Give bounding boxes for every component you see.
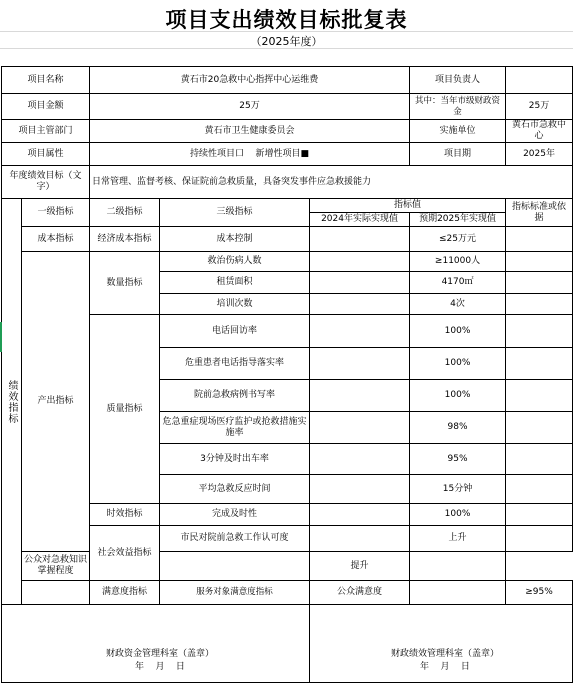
social-value: 上升 xyxy=(410,526,506,552)
satisfaction-value: ≥95% xyxy=(506,581,573,605)
header-level3: 三级指标 xyxy=(160,199,310,227)
project-name-value: 黄石市20急救中心指挥中心运维费 xyxy=(90,67,410,94)
sign-left-name: 财政资金管理科室（盖章） xyxy=(105,649,214,659)
row-project-name xyxy=(2,67,573,94)
cost-value: ≤25万元 xyxy=(410,227,506,252)
period-label: 项目期 xyxy=(410,143,506,166)
sign-left-date: 年 月 日 xyxy=(135,662,185,672)
quantity-value: 4次 xyxy=(410,294,506,315)
row-dept xyxy=(2,120,573,143)
quality-value: 100% xyxy=(410,380,506,412)
quantity-name: 租赁面积 xyxy=(160,272,310,294)
attr-value: 持续性项目口 新增性项目■ xyxy=(90,143,410,166)
satisfaction-l3: 公众满意度 xyxy=(310,581,410,605)
timeliness-l2: 时效指标 xyxy=(90,504,160,526)
row-cost xyxy=(2,227,573,252)
quality-value: 95% xyxy=(410,444,506,475)
period-value: 2025年 xyxy=(506,143,573,166)
approval-table xyxy=(1,66,573,683)
quality-label: 质量指标 xyxy=(90,315,160,504)
amount-label: 项目金额 xyxy=(2,94,90,120)
satisfaction-l1: 满意度指标 xyxy=(90,581,160,605)
row-social-2 xyxy=(2,552,573,581)
quality-value: 100% xyxy=(410,348,506,380)
attr-label: 项目属性 xyxy=(2,143,90,166)
project-leader-value xyxy=(506,67,573,94)
row-goal xyxy=(2,166,573,199)
header-expected-2025: 预期2025年实现值 xyxy=(410,213,506,227)
sign-right-name: 财政绩效管理科室（盖章） xyxy=(390,649,499,659)
sign-right xyxy=(345,648,545,674)
goal-label: 年度绩效目标（文字） xyxy=(2,166,90,199)
social-name: 公众对急救知识掌握程度 xyxy=(22,552,90,581)
satisfaction-l2: 服务对象满意度指标 xyxy=(160,581,310,605)
page-title: 项目支出绩效目标批复表 xyxy=(165,7,408,32)
sign-right-date: 年 月 日 xyxy=(420,662,470,672)
quality-name: 平均急救反应时间 xyxy=(160,475,310,504)
quantity-name: 培训次数 xyxy=(160,294,310,315)
timeliness-value: 100% xyxy=(410,504,506,526)
header-target: 指标值 xyxy=(310,199,506,213)
quality-name: 3分钟及时出车率 xyxy=(160,444,310,475)
selection-marker xyxy=(0,322,2,352)
dept-label: 项目主管部门 xyxy=(2,120,90,143)
project-name-label: 项目名称 xyxy=(2,67,90,94)
goal-text: 日常管理、监督考核、保证院前急救质量，具备突发事件应急救援能力 xyxy=(90,166,573,199)
row-quantity-1 xyxy=(2,252,573,272)
header-row-1 xyxy=(2,199,573,213)
perf-indicators-label: 绩效指标 xyxy=(2,199,22,605)
header-level2: 二级指标 xyxy=(90,199,160,227)
quantity-value: ≥11000人 xyxy=(410,252,506,272)
row-satisfaction xyxy=(2,581,573,605)
fiscal-label: 其中：当年市级财政资金 xyxy=(410,94,506,120)
sign-left xyxy=(60,648,260,674)
quality-name: 危急重症现场医疗监护或抢救措施实施率 xyxy=(160,412,310,444)
quality-value: 15分钟 xyxy=(410,475,506,504)
dept-value: 黄石市卫生健康委员会 xyxy=(90,120,410,143)
row-amount xyxy=(2,94,573,120)
social-name: 市民对院前急救工作认可度 xyxy=(160,526,310,552)
quality-name: 危重患者电话指导落实率 xyxy=(160,348,310,380)
quality-name: 电话回访率 xyxy=(160,315,310,348)
project-leader-label: 项目负责人 xyxy=(410,67,506,94)
fiscal-value: 25万 xyxy=(506,94,573,120)
quantity-label: 数量指标 xyxy=(90,252,160,315)
amount-value: 25万 xyxy=(90,94,410,120)
quantity-value: 4170㎡ xyxy=(410,272,506,294)
timeliness-l3: 完成及时性 xyxy=(160,504,310,526)
quantity-name: 救治伤病人数 xyxy=(160,252,310,272)
output-label: 产出指标 xyxy=(22,252,90,552)
cost-l2: 经济成本指标 xyxy=(90,227,160,252)
quality-value: 100% xyxy=(410,315,506,348)
unit-value: 黄石市急救中心 xyxy=(506,120,573,143)
header-standard: 指标标准或依据 xyxy=(506,199,573,227)
header-level1: 一级指标 xyxy=(22,199,90,227)
cost-l3: 成本控制 xyxy=(160,227,310,252)
cost-l1: 成本指标 xyxy=(22,227,90,252)
unit-label: 实施单位 xyxy=(410,120,506,143)
page-subtitle: （2025年度） xyxy=(250,35,323,48)
social-l2: 社会效益指标 xyxy=(90,526,160,581)
social-value: 提升 xyxy=(310,552,410,581)
header-actual-2024: 2024年实际实现值 xyxy=(310,213,410,227)
row-attributes xyxy=(2,143,573,166)
quality-name: 院前急救病例书写率 xyxy=(160,380,310,412)
quality-value: 98% xyxy=(410,412,506,444)
